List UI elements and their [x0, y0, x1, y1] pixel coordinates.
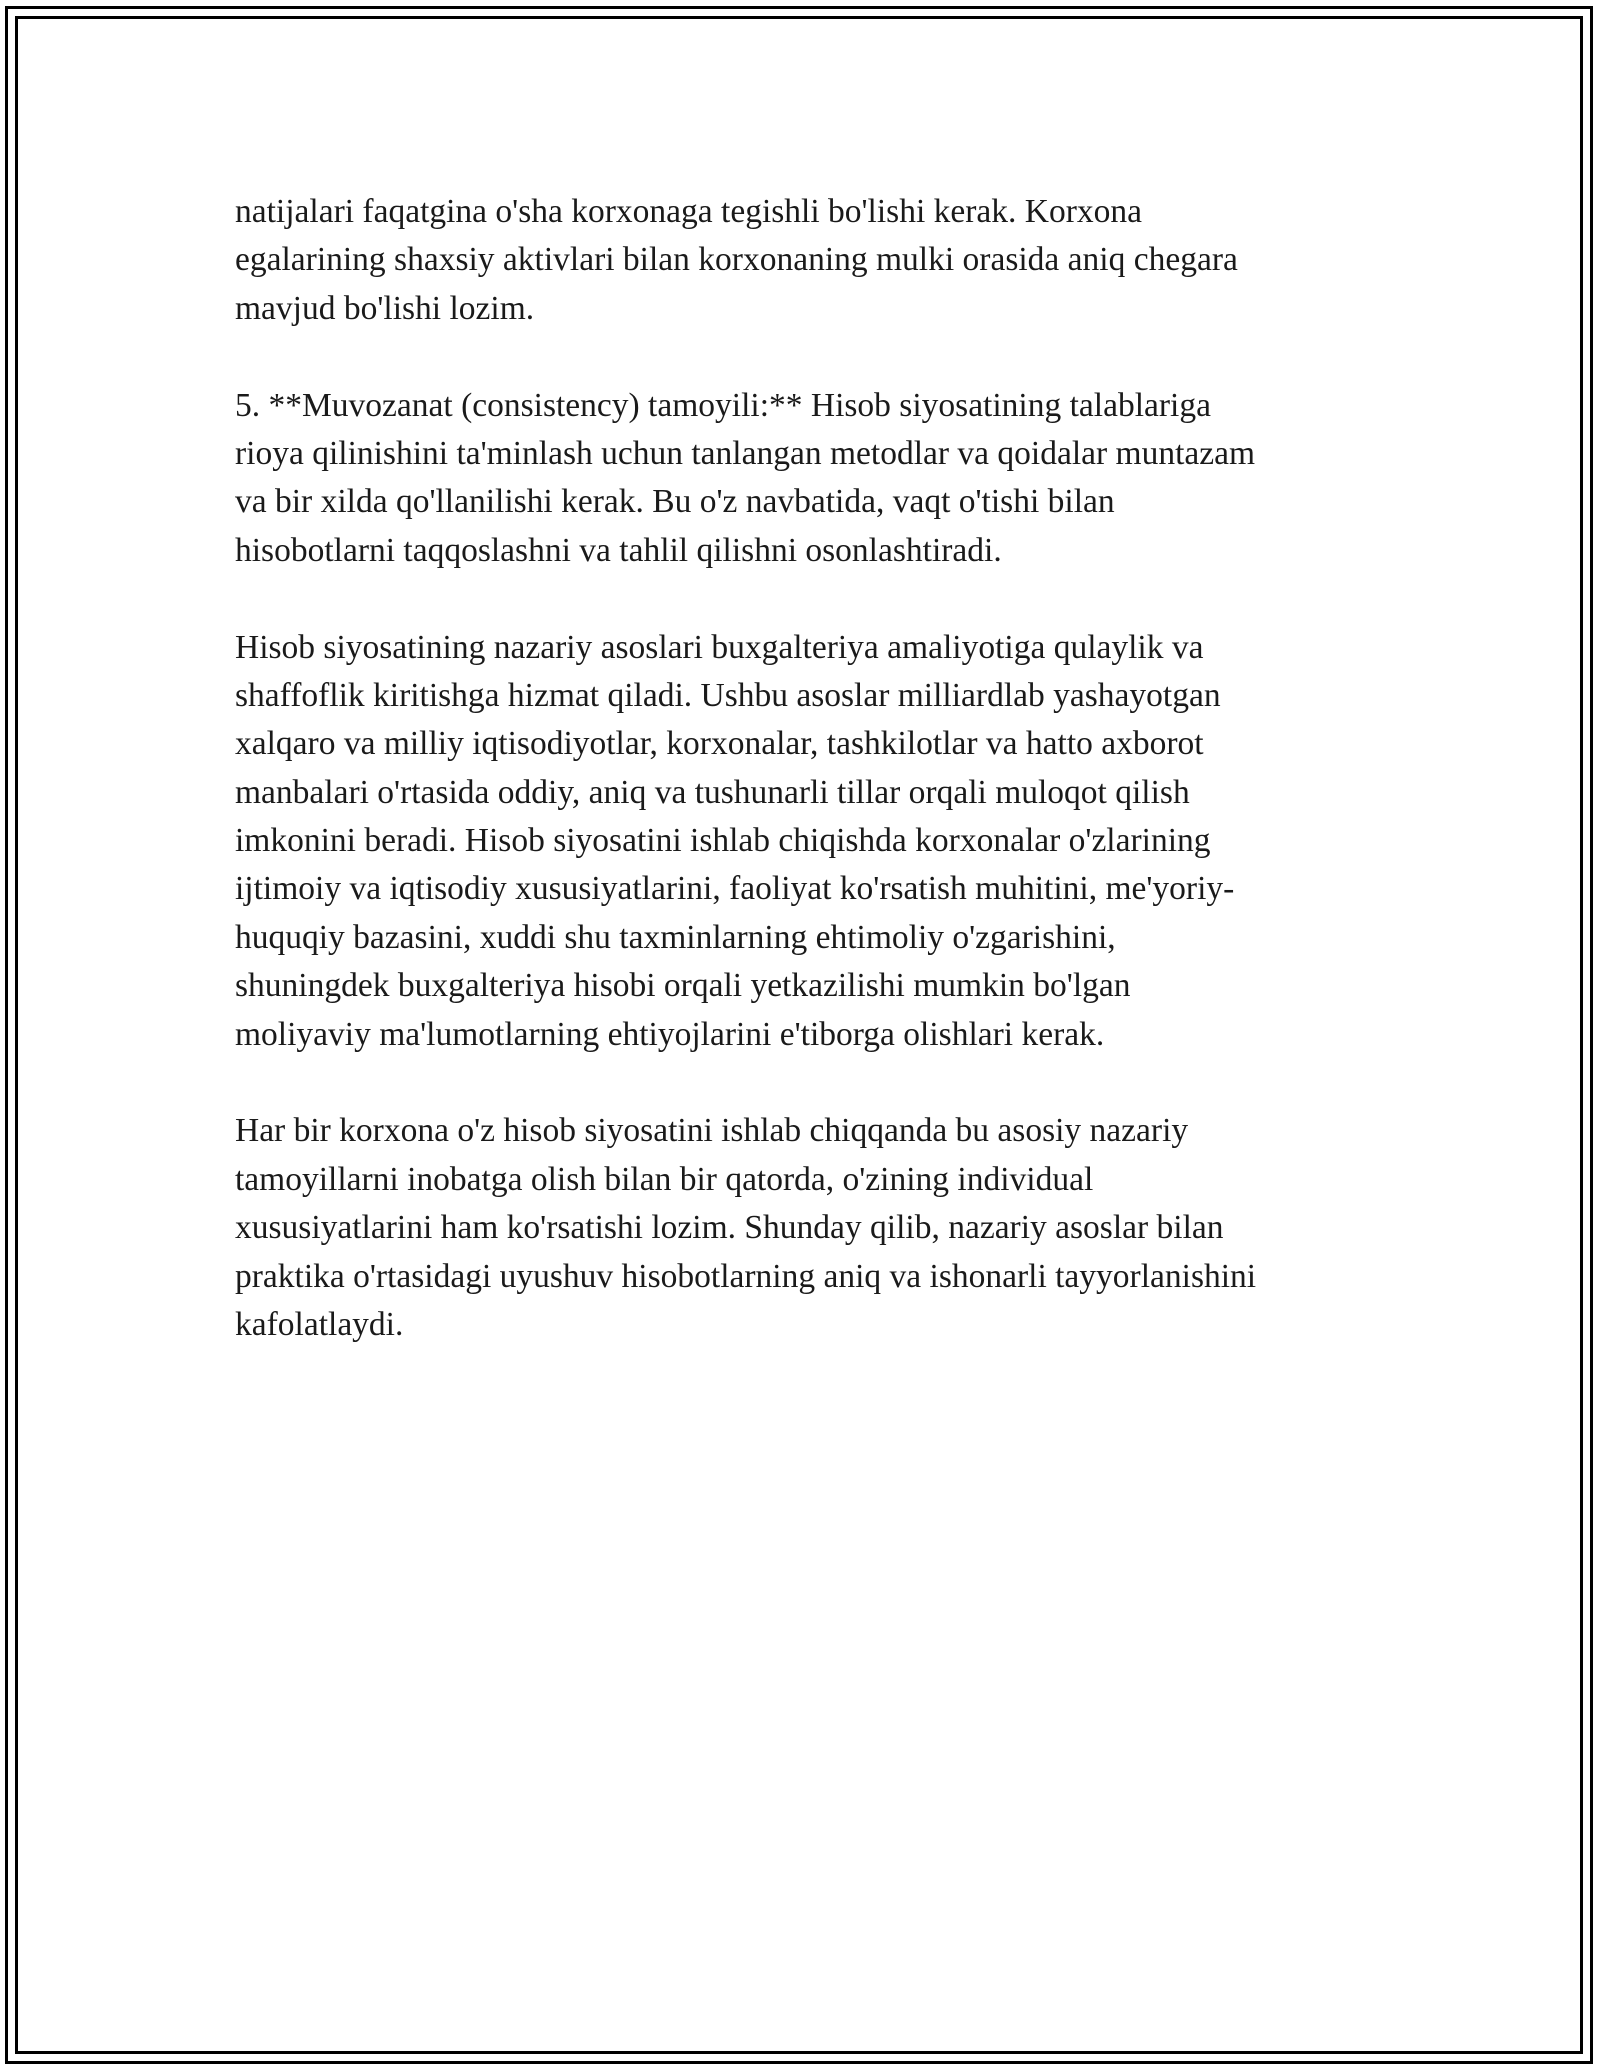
text-line: Hisob siyosatining nazariy asoslari buxgalteriya amaliyotiga qulaylik va	[235, 628, 1204, 666]
text-line: praktika o'rtasidagi uyushuv hisobotlarning aniq va ishonarli tayyorlanishini	[235, 1257, 1257, 1295]
paragraph-gap	[235, 575, 1375, 623]
text-line: imkonini beradi. Hisob siyosatini ishlab chiqishda korxonalar o'zlarining	[235, 822, 1211, 860]
document-body	[235, 188, 1375, 1349]
text-line: moliyaviy ma'lumotlarning ehtiyojlarini e'tiborga olishlari kerak.	[235, 1015, 1105, 1053]
text-line: xalqaro va milliy iqtisodiyotlar, korxonalar, tashkilotlar va hatto axborot	[235, 725, 1204, 763]
text-line: huquqiy bazasini, xuddi shu taxminlarning ehtimoliy o'zgarishini,	[235, 918, 1116, 956]
paragraph-gap	[235, 1059, 1375, 1107]
text-line: shaffoflik kiritishga hizmat qiladi. Ushbu asoslar milliardlab yashayotgan	[235, 676, 1221, 714]
text-line: kafolatlaydi.	[235, 1305, 404, 1343]
text-line: hisobotlarni taqqoslashni va tahlil qilishni osonlashtiradi.	[235, 531, 1002, 569]
paragraph-3	[235, 624, 1375, 1060]
text-line: ijtimoiy va iqtisodiy xususiyatlarini, faoliyat ko'rsatish muhitini, me'yoriy-	[235, 870, 1235, 908]
paragraph-gap	[235, 333, 1375, 381]
text-line: rioya qilinishini ta'minlash uchun tanlangan metodlar va qoidalar muntazam	[235, 434, 1256, 472]
paragraph-4	[235, 1107, 1375, 1349]
text-line: va bir xilda qo'llanilishi kerak. Bu o'z navbatida, vaqt o'tishi bilan	[235, 483, 1115, 521]
text-line: Har bir korxona o'z hisob siyosatini ishlab chiqqanda bu asosiy nazariy	[235, 1112, 1189, 1150]
text-line: shuningdek buxgalteriya hisobi orqali yetkazilishi mumkin bo'lgan	[235, 967, 1131, 1005]
text-line: 5. **Muvozanat (consistency) tamoyili:** Hisob siyosatining talablariga	[235, 386, 1211, 424]
text-line: natijalari faqatgina o'sha korxonaga tegishli bo'lishi kerak. Korxona	[235, 193, 1143, 230]
text-line: egalarining shaxsiy aktivlari bilan korxonaning mulki orasida aniq chegara	[235, 241, 1238, 279]
text-line: xususiyatlarini ham ko'rsatishi lozim. Shunday qilib, nazariy asoslar bilan	[235, 1209, 1224, 1247]
text-line: mavjud bo'lishi lozim.	[235, 289, 535, 327]
text-line: tamoyillarni inobatga olish bilan bir qatorda, o'zining individual	[235, 1160, 1094, 1198]
text-line: manbalari o'rtasida oddiy, aniq va tushunarli tillar orqali muloqot qilish	[235, 773, 1190, 811]
paragraph-1	[235, 188, 1375, 333]
paragraph-2	[235, 382, 1375, 576]
